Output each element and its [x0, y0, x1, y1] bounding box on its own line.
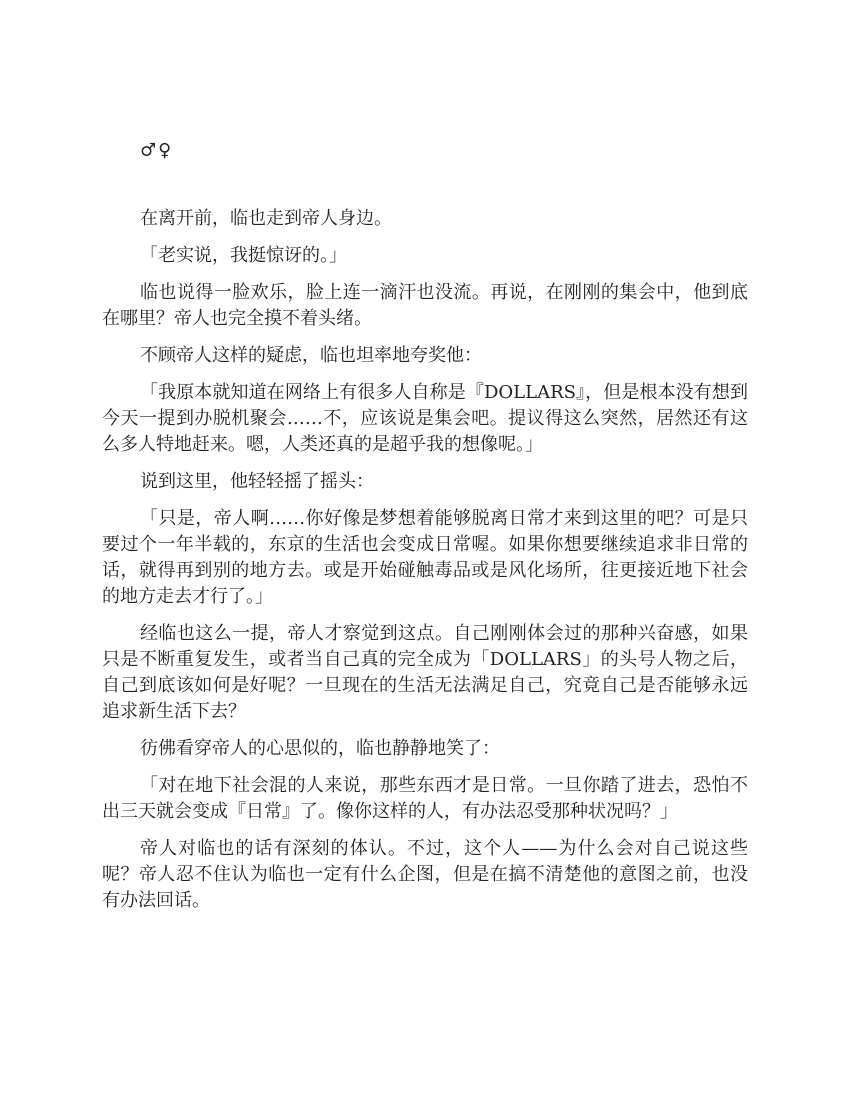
paragraph: 帝人对临也的话有深刻的体认。不过，这个人——为什么会对自己说这些呢？帝人忍不住认为临也一定有什么企图，但是在搞不清楚他的意图之前，也没有办法回话。	[102, 838, 748, 911]
paragraph: 「老实说，我挺惊讶的。」	[140, 245, 347, 266]
paragraph: 「我原本就知道在网络上有很多人自称是『DOLLARS』，但是根本没有想到今天一提到办脱机聚会……不，应该说是集会吧。提议得这么突然，居然还有这么多人特地赶来。嗯，人类还真的是超乎我的想像呢。」	[102, 382, 748, 455]
paragraph: 不顾帝人这样的疑虑，临也坦率地夸奖他：	[140, 345, 482, 366]
section-break-symbols: ♂♀	[140, 140, 174, 161]
paragraph: 在离开前，临也走到帝人身边。	[140, 208, 392, 229]
paragraph: 彷佛看穿帝人的心思似的，临也静静地笑了：	[140, 738, 500, 759]
paragraph: 说到这里，他轻轻摇了摇头：	[140, 471, 374, 492]
paragraph: 「对在地下社会混的人来说，那些东西才是日常。一旦你踏了进去，恐怕不出三天就会变成『日常』了。像你这样的人，有办法忍受那种状况吗？」	[102, 775, 748, 822]
paragraph: 临也说得一脸欢乐，脸上连一滴汗也没流。再说，在刚刚的集会中，他到底在哪里？帝人也完全摸不着头绪。	[102, 282, 748, 329]
document-page	[102, 138, 748, 925]
paragraph: 「只是，帝人啊……你好像是梦想着能够脱离日常才来到这里的吧？可是只要过个一年半载的，东京的生活也会变成日常喔。如果你想要继续追求非日常的话，就得再到别的地方去。或是开始碰触毒品或是风化场所，往更接近地下社会的地方走去才行了。」	[102, 508, 748, 607]
paragraph: 经临也这么一提，帝人才察觉到这点。自己刚刚体会过的那种兴奋感，如果只是不断重复发生，或者当自己真的完全成为「DOLLARS」的头号人物之后，自己到底该如何是好呢？一旦现在的生活无法满足自己，究竟自己是否能够永远追求新生活下去？	[102, 623, 748, 722]
